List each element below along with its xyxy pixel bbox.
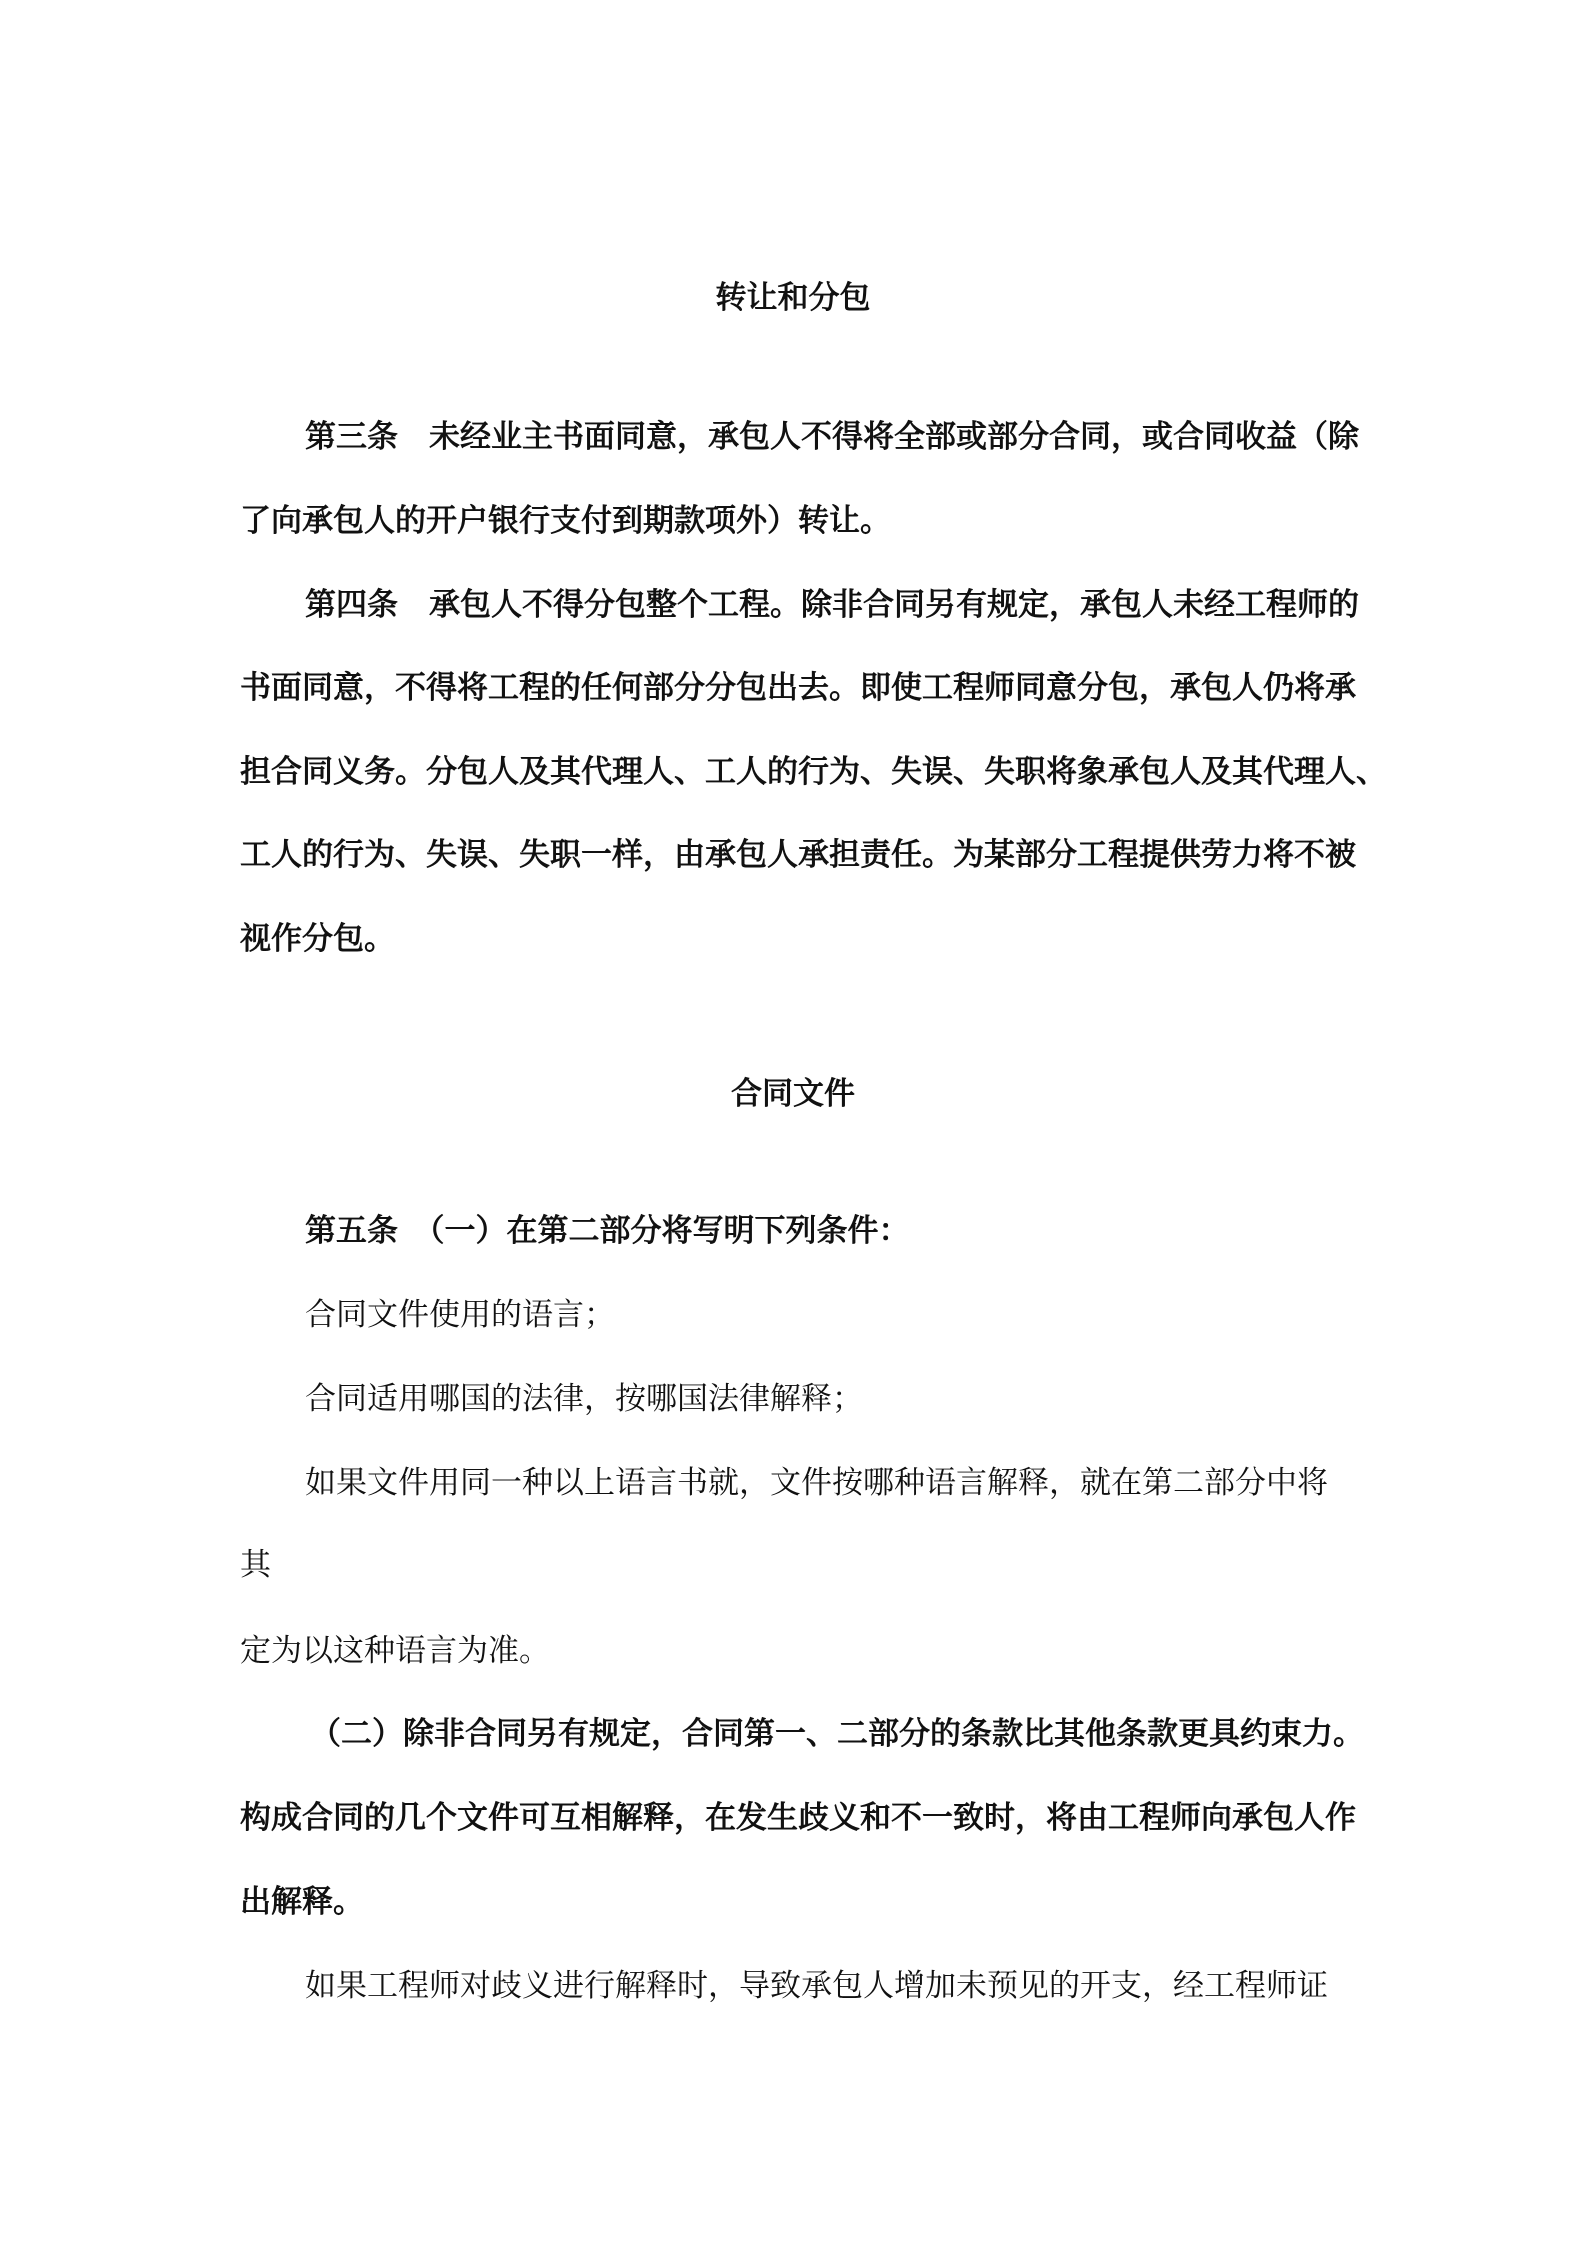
article-4-line-1: 第四条 承包人不得分包整个工程。除非合同另有规定，承包人未经工程师的 (305, 587, 1359, 623)
article-3-line-2: 了向承包人的开户银行支付到期款项外）转让。 (240, 503, 891, 539)
article-5-line-1: 第五条 （一）在第二部分将写明下列条件： (305, 1213, 910, 1249)
article-4-line-4: 工人的行为、失误、失职一样，由承包人承担责任。为某部分工程提供劳力将不被 (240, 837, 1356, 873)
article-4-line-2: 书面同意，不得将工程的任何部分分包出去。即使工程师同意分包，承包人仍将承 (240, 670, 1356, 706)
section-heading-contract-documents: 合同文件 (731, 1076, 855, 1112)
condition-multilingual-line-1: 如果文件用同一种以上语言书就，文件按哪种语言解释，就在第二部分中将 (305, 1465, 1328, 1501)
article-3-line-1: 第三条 未经业主书面同意，承包人不得将全部或部分合同，或合同收益（除 (305, 419, 1359, 455)
article-5-part-2-line-2: 构成合同的几个文件可互相解释，在发生歧义和不一致时，将由工程师向承包人作 (240, 1800, 1356, 1836)
section-heading-transfer: 转让和分包 (715, 280, 871, 316)
condition-multilingual-line-3: 定为以这种语言为准。 (240, 1633, 550, 1669)
condition-language: 合同文件使用的语言； (305, 1297, 615, 1333)
article-4-line-3: 担合同义务。分包人及其代理人、工人的行为、失误、失职将象承包人及其代理人、 (240, 754, 1387, 790)
condition-multilingual-line-2: 其 (240, 1547, 271, 1583)
condition-law: 合同适用哪国的法律，按哪国法律解释； (305, 1381, 863, 1417)
ambiguity-paragraph-line-1: 如果工程师对歧义进行解释时，导致承包人增加未预见的开支，经工程师证 (305, 1968, 1328, 2004)
article-5-part-2-line-1: （二）除非合同另有规定，合同第一、二部分的条款比其他条款更具约束力。 (310, 1716, 1364, 1752)
article-4-line-5: 视作分包。 (240, 921, 395, 957)
article-5-part-2-line-3: 出解释。 (240, 1884, 364, 1920)
